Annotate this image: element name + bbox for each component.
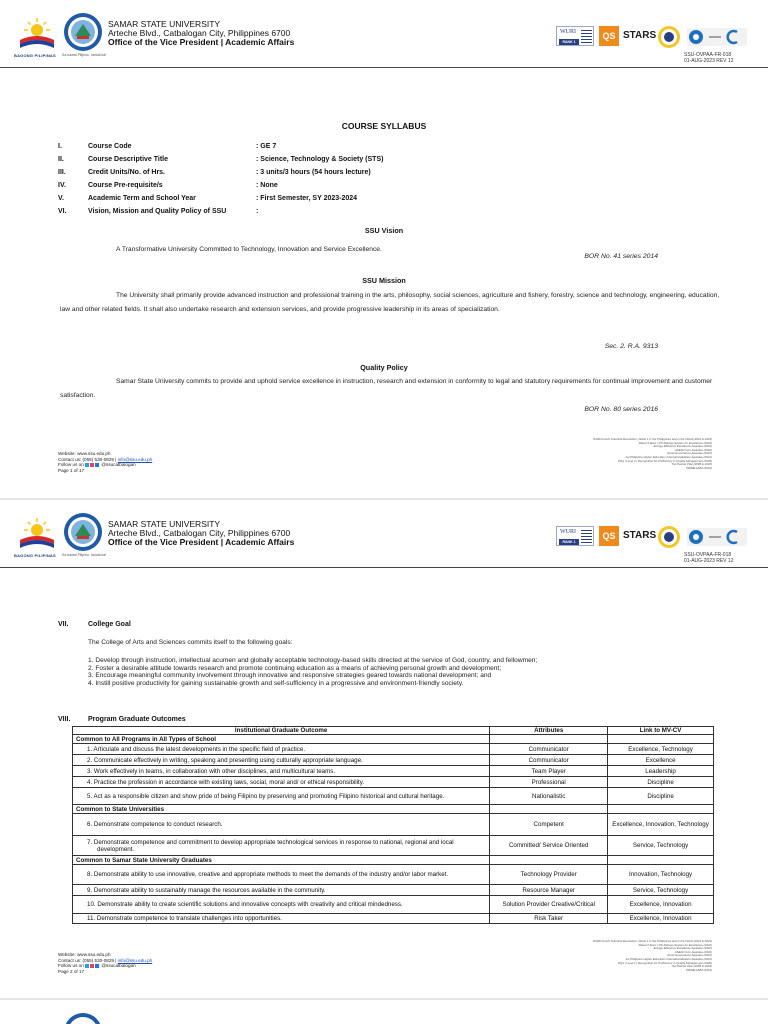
column-header: Institutional Graduate Outcome	[73, 727, 490, 735]
footer-follow: Follow us on @ssucatbalogan	[58, 462, 136, 468]
table-row: 4. Practice the profession in accordance with existing laws, social, moral and/ or ethical responsibility. Professional Discipline	[73, 777, 714, 788]
wuri-badge: WURI RANK 1	[556, 526, 594, 546]
goal-item: 3. Encourage meaningful community involvement through innovative and responsive strategies geared towards national development; and	[88, 672, 492, 680]
bagong-pilipinas-logo-icon	[18, 14, 56, 52]
stars-badge: STARS	[623, 30, 657, 41]
footer-website: Website: www.ssu.edu.ph	[58, 952, 111, 957]
quality-policy-heading: Quality Policy	[360, 363, 408, 372]
syllabus-page-2: BAGONG PILIPINAS Sa bawat Pilipino, handa ka! SAMAR STATE UNIVERSITY Arteche Blvd., Catbalogan City, Philippines 6700 Office of the Vice President | Academic Affairs WURI RANK 1 QS STARS SSU-OVPAA-FR-018 01-AUG-2023 REV 12 VII. College Goal The College of Arts and Sciences commits itself to the following goals: 1. Develop through instruction, intellectual acumen and globally acceptable technology-based skills directed at the service of God, country, and fellowmen; 2. Foster a desirable attitude towards research and promote continuing education as a means of achieving personal growth and development; 3. Encourage meaningful community involvement through innovative and responsive strategies geared towards national development; and 4. Instill positive productivity for gaining sustainable growth and self-sufficiency in a progressive and environment-friendly society. VIII. Program Graduate Outcomes Institutional Graduate Outcome Attributes Link to MV-CV Common to All Programs in All Types of School 1. Articulate and discuss the latest developments in the specific field of practice. Communicator Excellence, Technology 2. Communicate effectively in writing, speaking and presenting using culturally appropriate language. Communicator Excellence 3. Work effectively in teams, in collaboration with other disciplines, and multicultural teams. Team Player Leadership 4. Practice the profession in accordance with existing laws, social, moral and/ or ethical responsibility. Professional Discipline 5. Act as a responsible citizen and show pride of being Filipino by preserving and promoting Filipino historical and cultural heritage. Nationalistic Discipline Common to State Universities 6. Demonstrate competence to conduct research. Competent Excellence, Innovation, Technology 7. Demonstrate competence and commitment to develop appropriate technological services in response to national, regional and local development. Committed/ Service Oriented Service, Technology Common to Samar State University Graduates 8. Demonstrate ability to use innovative, creative and appropriate methods to meet the demands of the industry and/or labor market. Technology Provider Innovation, Technology 9. Demonstrate ability to sustainably manage the resources available in the community. Resource Manager Service, Technology 10. Demonstrate ability to create scientific solutions and innovative concepts with creativity and critical mindedness. Solution Provider Creative/Critical Excellence, Innovation 11. Demonstrate competence to translate challenges into opportunities. Risk Taker Excellence, Innovation Website: www.ssu.edu.ph Contact us: (055) 530-0829 | info@ssu.edu.ph Follow us on @ssucatbalogan Page 2 of 17 WURI Fourth Industrial Revolution | Rank 1 in the Philippines and in the World (2022 & 2023) Rated 3 Stars | QS Ratings System for Excellence (2022) Energy Efficiency Excellence Awardee (2022) ASEAN Icon Awardee (2022) Good Governance Awardee (2022) 1st Philippine Higher Education Internationalization Awardee (2021) PQA | Level 2 | Recognition for Proficiency in Quality Management (2020) Top Pasher Pilar (2008 & 2018) PRIME-HRM (2019)	[0, 500, 768, 1000]
quality-policy-reference: BOR No. 80 series 2016	[584, 406, 658, 413]
goal-item: 4. Instill positive productivity for gaining sustainable growth and self-sufficiency in a progressive and environment-friendly society.	[88, 679, 464, 687]
page-number: Page 2 of 17	[58, 968, 85, 974]
graduate-outcomes-table	[72, 726, 714, 924]
page-footer	[58, 952, 152, 974]
qs-badge: QS	[599, 526, 619, 546]
footer-follow: Follow us on @ssucatbalogan	[58, 963, 136, 969]
table-row: 7. Demonstrate competence and commitment to develop appropriate technological services in response to national, regional and local development. Committed/ Service Oriented Service, Technology	[73, 836, 714, 856]
table-row: 6. Demonstrate competence to conduct research. Competent Excellence, Innovation, Technology	[73, 814, 714, 836]
bagong-pilipinas-logo-icon	[18, 514, 56, 552]
university-seal-icon	[63, 512, 103, 552]
header-divider	[0, 567, 768, 568]
table-header-row	[73, 727, 714, 735]
footer-awards: WURI Fourth Industrial Revolution | Rank 1 in the Philippines and in the World (2022 & 2023) Rated 3 Stars | QS Ratings System for Excellence (2022) Energy Efficiency Excellence Awardee (2022) ASEAN Icon Awardee (2022) Good Governance Awardee (2022) 1st Philippine Higher Education Internationalization Awardee (2021) PQA | Level 2 | Recognition for Proficiency in Quality Management (2020) Top Pasher Pilar (2008 & 2018) PRIME-HRM (2019)	[592, 939, 712, 972]
document-title: COURSE SYLLABUS	[341, 121, 427, 131]
award-seal-icon	[657, 25, 681, 49]
table-row: 11. Demonstrate competence to translate challenges into opportunities. Risk Taker Excellence, Innovation	[73, 914, 714, 924]
university-address: Arteche Blvd., Catbalogan City, Philippines 6700	[108, 528, 291, 538]
bagong-pilipinas-tagline: Sa bawat Pilipino, handa ka!	[62, 553, 107, 557]
university-name: SAMAR STATE UNIVERSITY	[108, 519, 221, 529]
university-info	[108, 20, 294, 47]
column-header: Attributes	[490, 727, 608, 735]
vision-reference: BOR No. 41 series 2014	[584, 253, 658, 260]
footer-awards: WURI Fourth Industrial Revolution | Rank 1 in the Philippines and in the World (2022 & 2023) Rated 3 Stars | QS Ratings System for Excellence (2022) Energy Efficiency Excellence Awardee (2022) ASEAN Icon Awardee (2022) Good Governance Awardee (2022) 1st Philippine Higher Education Internationalization Awardee (2021) PQA | Level 2 | Recognition for Proficiency in Quality Management (2020) Top Pasher Pilar (2008 & 2018) PRIME-HRM (2019)	[592, 437, 712, 470]
table-row: 10. Demonstrate ability to create scientific solutions and innovative concepts with creativity and critical mindedness. Solution Provider Creative/Critical Excellence, Innovation	[73, 896, 714, 914]
college-goal-intro: The College of Arts and Sciences commits itself to the following goals:	[88, 639, 293, 646]
university-seal-icon	[63, 12, 103, 52]
office-name: Office of the Vice President | Academic Affairs	[108, 37, 295, 47]
wuri-bars-icon	[581, 30, 592, 44]
wuri-bars-icon	[581, 530, 592, 544]
award-seal-icon	[657, 525, 681, 549]
page-header	[0, 10, 768, 64]
table-group-row: Common to Samar State University Graduates	[73, 856, 714, 865]
iso-certification-icon	[687, 528, 747, 546]
twitter-icon[interactable]	[85, 463, 89, 467]
vision-text: A Transformative University Committed to Technology, Innovation and Service Excellence.	[116, 246, 382, 253]
table-row: 1. Articulate and discuss the latest developments in the specific field of practice. Communicator Excellence, Technology	[73, 744, 714, 755]
footer-email-link[interactable]: info@ssu.edu.ph	[117, 456, 153, 462]
syllabus-page-3	[0, 1000, 768, 1024]
bagong-pilipinas-tagline: Sa bawat Pilipino, handa ka!	[62, 53, 107, 57]
table-row: 5. Act as a responsible citizen and show pride of being Filipino by preserving and promoting Filipino historical and cultural heritage. Nationalistic Discipline	[73, 788, 714, 805]
syllabus-page-1: BAGONG PILIPINAS Sa bawat Pilipino, handa ka! SAMAR STATE UNIVERSITY Arteche Blvd., Catbalogan City, Philippines 6700 Office of the Vice President | Academic Affairs WURI RANK 1 QS STARS SSU-OVPAA-FR-018 01-AUG-2023 REV 12 COURSE SYLLABUS I. Course Code : GE 7 II. Course Descriptive Title : Science, Technology & Society (STS) III. Credit Units/No. of Hrs. : 3 units/3 hours (54 hours lecture) IV. Course Pre-requisite/s : None V. Academic Term and School Year : First Semester, SY 2023-2024 VI. Vision, Mission and Quality Policy of SSU : SSU Vision A Transformative University Committed to Technology, Innovation and Service Excellence. BOR No. 41 series 2014 SSU Mission The University shall primarily provide advanced instruction and professional training in the arts, philosophy, social sciences, agriculture and fishery, forestry, science and technology, engineering, education, law and other related fields. It shall also undertake research and extension services, and provide progressive leadership in its areas of specialization. Sec. 2. R.A. 9313 Quality Policy Samar State University commits to provide and uphold service excellence in instruction, research and extension in conformity to legal and statutory requirements for continual improvement and customer satisfaction. BOR No. 80 series 2016 Website: www.ssu.edu.ph Contact us: (055) 530-0829 | info@ssu.edu.ph Follow us on @ssucatbalogan Page 1 of 17 WURI Fourth Industrial Revolution | Rank 1 in the Philippines and in the World (2022 & 2023) Rated 3 Stars | QS Ratings System for Excellence (2022) Energy Efficiency Excellence Awardee (2022) ASEAN Icon Awardee (2022) Good Governance Awardee (2022) 1st Philippine Higher Education Internationalization Awardee (2021) PQA | Level 2 | Recognition for Proficiency in Quality Management (2020) Top Pasher Pilar (2008 & 2018) PRIME-HRM (2019)	[0, 0, 768, 500]
table-group-row: Common to State Universities	[73, 805, 714, 814]
table-row: 3. Work effectively in teams, in collaboration with other disciplines, and multicultural teams. Team Player Leadership	[73, 766, 714, 777]
university-info	[108, 520, 294, 547]
table-row: 9. Demonstrate ability to sustainably manage the resources available in the community. Resource Manager Service, Technology	[73, 885, 714, 896]
college-goals-list	[88, 657, 728, 687]
footer-contact: Contact us: (055) 530-0829 | info@ssu.edu.ph	[58, 957, 153, 963]
column-header: Link to MV-CV	[608, 727, 714, 735]
table-row: 2. Communicate effectively in writing, speaking and presenting using culturally appropriate language. Communicator Excellence	[73, 755, 714, 766]
vision-heading: SSU Vision	[364, 226, 404, 235]
office-name: Office of the Vice President | Academic Affairs	[108, 537, 295, 547]
mission-reference: Sec. 2. R.A. 9313	[604, 343, 658, 350]
table-row: 8. Demonstrate ability to use innovative, creative and appropriate methods to meet the demands of the industry and/or labor market. Technology Provider Innovation, Technology	[73, 865, 714, 885]
footer-contact: Contact us: (055) 530-0829 | info@ssu.edu.ph	[58, 456, 153, 462]
wuri-badge: WURI RANK 1	[556, 26, 594, 46]
university-seal-icon	[63, 1012, 103, 1024]
youtube-icon[interactable]	[90, 964, 94, 968]
twitter-icon[interactable]	[85, 964, 89, 968]
mission-heading: SSU Mission	[362, 276, 406, 285]
goal-item: 2. Foster a desirable attitude towards research and promote continuing education as a means of achieving personal growth and development;	[88, 664, 502, 672]
accreditation-badges	[556, 524, 756, 550]
quality-policy-text: Samar State University commits to provide and uphold service excellence in instruction, research and extension in conformity to legal and statutory requirements for continual improvement and customer satisfaction.	[60, 378, 713, 399]
bagong-pilipinas-logo-icon	[18, 1014, 56, 1024]
qs-badge: QS	[599, 26, 619, 46]
page-header	[0, 510, 768, 564]
stars-badge: STARS	[623, 530, 657, 541]
footer-email-link[interactable]: info@ssu.edu.ph	[117, 957, 153, 963]
university-name: SAMAR STATE UNIVERSITY	[108, 19, 221, 29]
document-code: SSU-OVPAA-FR-018 01-AUG-2023 REV 12	[684, 52, 734, 64]
table-group-row: Common to All Programs in All Types of School	[73, 735, 714, 744]
accreditation-badges	[556, 24, 756, 50]
iso-certification-icon	[687, 28, 747, 46]
header-divider	[0, 67, 768, 68]
facebook-icon[interactable]	[95, 463, 99, 467]
mission-text: The University shall primarily provide advanced instruction and professional training in the arts, philosophy, social sciences, agriculture and fishery, forestry, science and technology, engineering, education, law and other related fields. It shall also undertake research and extension services, and provide progressive leadership in its areas of specialization.	[60, 292, 720, 313]
page-footer	[58, 451, 152, 473]
document-code: SSU-OVPAA-FR-018 01-AUG-2023 REV 12	[684, 552, 734, 564]
footer-website: Website: www.ssu.edu.ph	[58, 451, 111, 456]
goal-item: 1. Develop through instruction, intellectual acumen and globally acceptable technology-based skills directed at the service of God, country, and fellowmen;	[88, 657, 538, 664]
bagong-pilipinas-text: BAGONG PILIPINAS	[14, 553, 56, 558]
page-number: Page 1 of 17	[58, 467, 85, 473]
facebook-icon[interactable]	[95, 964, 99, 968]
university-address: Arteche Blvd., Catbalogan City, Philippines 6700	[108, 28, 291, 38]
bagong-pilipinas-text: BAGONG PILIPINAS	[14, 53, 56, 58]
youtube-icon[interactable]	[90, 463, 94, 467]
